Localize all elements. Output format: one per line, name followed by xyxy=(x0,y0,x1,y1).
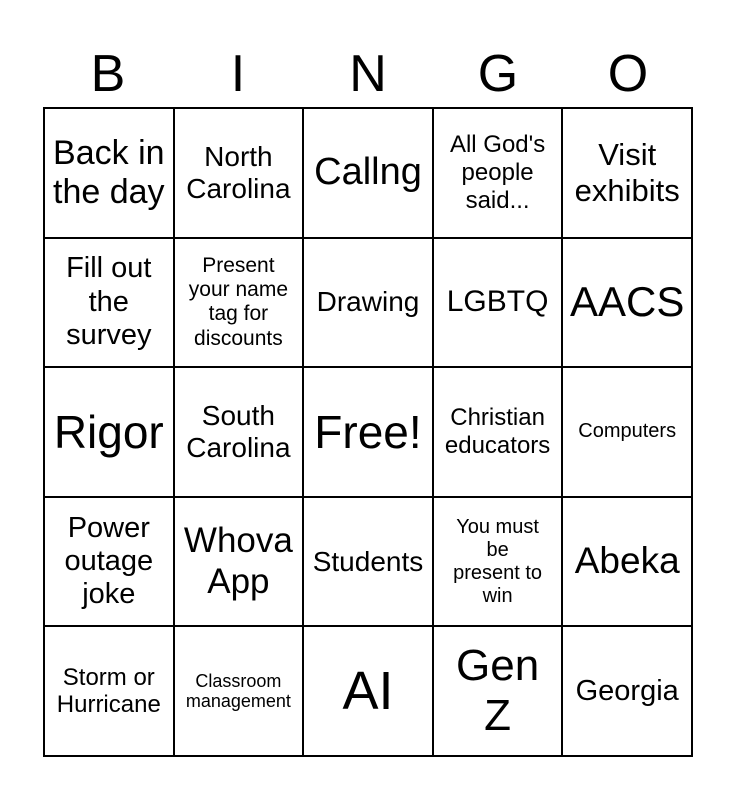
bingo-cell[interactable] xyxy=(434,109,564,239)
bingo-cell[interactable] xyxy=(563,498,693,628)
cell-label: AACS xyxy=(570,278,685,326)
header-letter-n: N xyxy=(349,45,387,103)
bingo-cell[interactable] xyxy=(175,109,305,239)
cell-label: Georgia xyxy=(575,674,679,707)
cell-label: Christian educators xyxy=(444,404,551,459)
cell-label: South Carolina xyxy=(186,399,291,463)
bingo-cell[interactable] xyxy=(45,498,175,628)
cell-label: Drawing xyxy=(316,286,420,318)
bingo-cell[interactable] xyxy=(304,498,434,628)
bingo-cell[interactable] xyxy=(434,627,564,757)
cell-label: You must be present to win xyxy=(453,515,543,607)
cell-label: Callng xyxy=(314,150,422,193)
header-letter-o: O xyxy=(607,45,649,103)
bingo-cell[interactable] xyxy=(563,239,693,369)
bingo-cell[interactable] xyxy=(45,627,175,757)
cell-label: AI xyxy=(342,661,394,722)
bingo-cell[interactable] xyxy=(45,368,175,498)
cell-label: Fill out the survey xyxy=(66,252,152,352)
bingo-cell[interactable] xyxy=(175,627,305,757)
bingo-cell[interactable] xyxy=(434,368,564,498)
bingo-cell[interactable] xyxy=(304,368,434,498)
bingo-cell[interactable] xyxy=(175,368,305,498)
cell-label: Computers xyxy=(578,420,677,443)
bingo-cell[interactable] xyxy=(434,498,564,628)
cell-label: Present your name tag for discounts xyxy=(188,254,288,350)
bingo-cell[interactable] xyxy=(434,239,564,369)
cell-label: Classroom management xyxy=(185,670,291,712)
bingo-cell[interactable] xyxy=(563,627,693,757)
cell-label: Back in the day xyxy=(53,133,165,211)
header-letter-i: I xyxy=(230,45,246,103)
cell-label: North Carolina xyxy=(186,140,291,204)
cell-label: Rigor xyxy=(53,405,164,458)
cell-label: Free! xyxy=(314,405,422,458)
bingo-cell[interactable] xyxy=(304,627,434,757)
bingo-cell[interactable] xyxy=(304,109,434,239)
bingo-cell[interactable] xyxy=(175,498,305,628)
bingo-cell[interactable] xyxy=(563,368,693,498)
bingo-cell[interactable] xyxy=(304,239,434,369)
cell-label: Whova App xyxy=(183,521,293,601)
cell-label: Abeka xyxy=(574,540,680,582)
cell-label: Gen Z xyxy=(456,640,540,741)
cell-label: Power outage joke xyxy=(64,511,154,611)
cell-label: LGBTQ xyxy=(446,285,549,319)
bingo-board xyxy=(43,107,693,757)
bingo-cell[interactable] xyxy=(45,239,175,369)
bingo-cell[interactable] xyxy=(45,109,175,239)
cell-label: Visit exhibits xyxy=(574,137,680,208)
header-letter-g: G xyxy=(477,45,519,103)
bingo-header xyxy=(43,42,693,106)
bingo-cell[interactable] xyxy=(175,239,305,369)
cell-label: Storm or Hurricane xyxy=(56,663,161,719)
cell-label: All God's people said... xyxy=(449,131,546,214)
header-letter-b: B xyxy=(90,45,126,103)
cell-label: Students xyxy=(312,545,424,577)
bingo-cell[interactable] xyxy=(563,109,693,239)
